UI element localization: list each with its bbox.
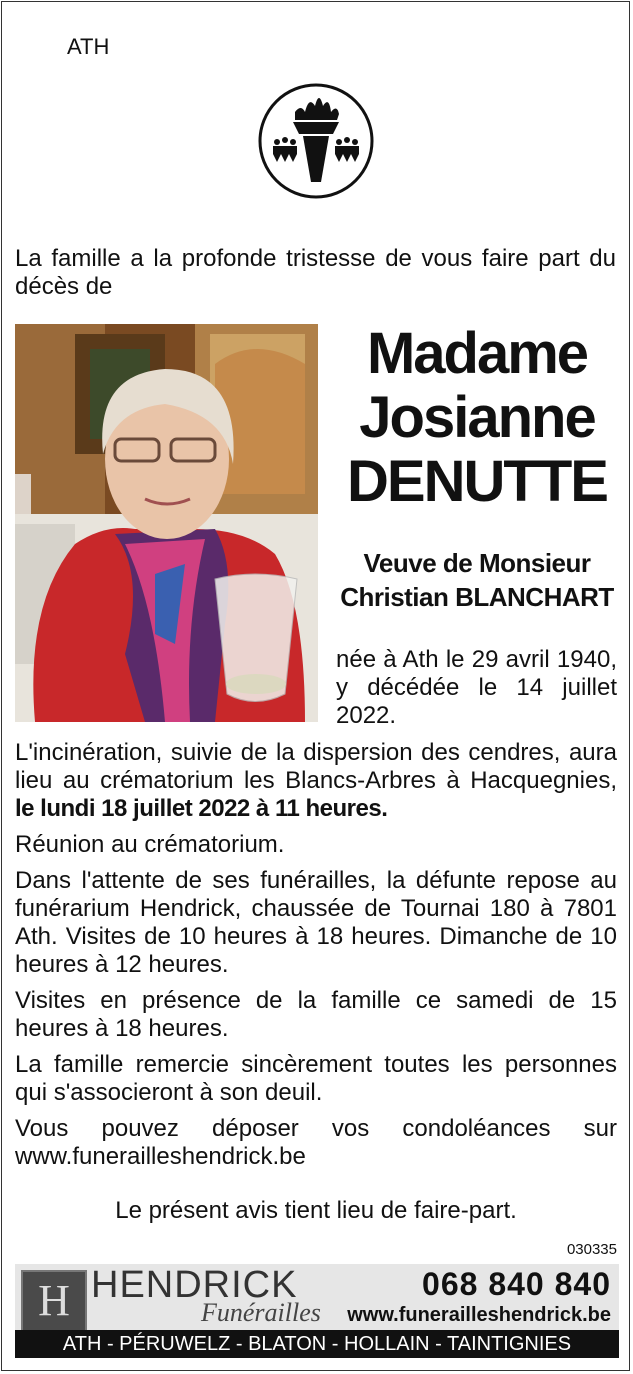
deceased-first-name: Josianne — [359, 385, 595, 450]
cities-bar: ATH - PÉRUWELZ - BLATON - HOLLAIN - TAINTIGNIES — [15, 1330, 619, 1358]
intro-text: La famille a la profonde tristesse de vous faire part du décès de — [15, 245, 616, 300]
brand-name: HENDRICK — [91, 1264, 298, 1306]
phone-number: 068 840 840 — [422, 1266, 611, 1302]
notice-text: Le présent avis tient lieu de faire-part. — [115, 1197, 517, 1224]
birth-death-text: née à Ath le 29 avril 1940, y décédée le 14 juillet 2022. — [336, 646, 617, 729]
deceased-title: Madame — [366, 321, 588, 386]
portrait-photo — [15, 324, 318, 722]
city-header: ATH — [67, 34, 110, 59]
deceased-name — [336, 322, 618, 514]
deceased-last-name: DENUTTE — [347, 449, 607, 514]
spouse-line-2: Christian BLANCHART — [340, 582, 614, 612]
hendrick-logo-icon: H — [21, 1270, 87, 1332]
obituary-body — [15, 739, 617, 1179]
website-link[interactable]: www.funerailleshendrick.be — [347, 1304, 611, 1326]
spouse-line-1: Veuve de Monsieur — [363, 548, 591, 578]
ceremony-date: le lundi 18 juillet 2022 à 11 heures. — [15, 795, 388, 822]
funeral-home-paragraph: Dans l'attente de ses funérailles, la défunte repose au funérarium Hendrick, chaussée de Tournai 180 à 7801 Ath. Visites de 10 heures à 18 heures. Dimanche de 10 heures à 12 heures. — [15, 867, 617, 978]
thanks-paragraph: La famille remercie sincèrement toutes les personnes qui s'associeront à son deuil. — [15, 1051, 617, 1106]
brand-subtitle: Funérailles — [201, 1298, 321, 1327]
gathering-paragraph: Réunion au crématorium. — [15, 831, 285, 858]
ceremony-paragraph — [15, 739, 617, 823]
torch-emblem-icon — [257, 82, 375, 200]
funeral-home-banner — [15, 1264, 619, 1358]
family-visits-paragraph: Visites en présence de la famille ce samedi de 15 heures à 18 heures. — [15, 987, 617, 1042]
condolences-paragraph: Vous pouvez déposer vos condoléances sur www.funerailleshendrick.be — [15, 1115, 617, 1170]
reference-number: 030335 — [566, 1241, 617, 1258]
spouse-info — [336, 546, 618, 614]
ceremony-text: L'incinération, suivie de la dispersion des cendres, aura lieu au crématorium les Blancs-Arbres à Hacquegnies, — [15, 739, 617, 794]
